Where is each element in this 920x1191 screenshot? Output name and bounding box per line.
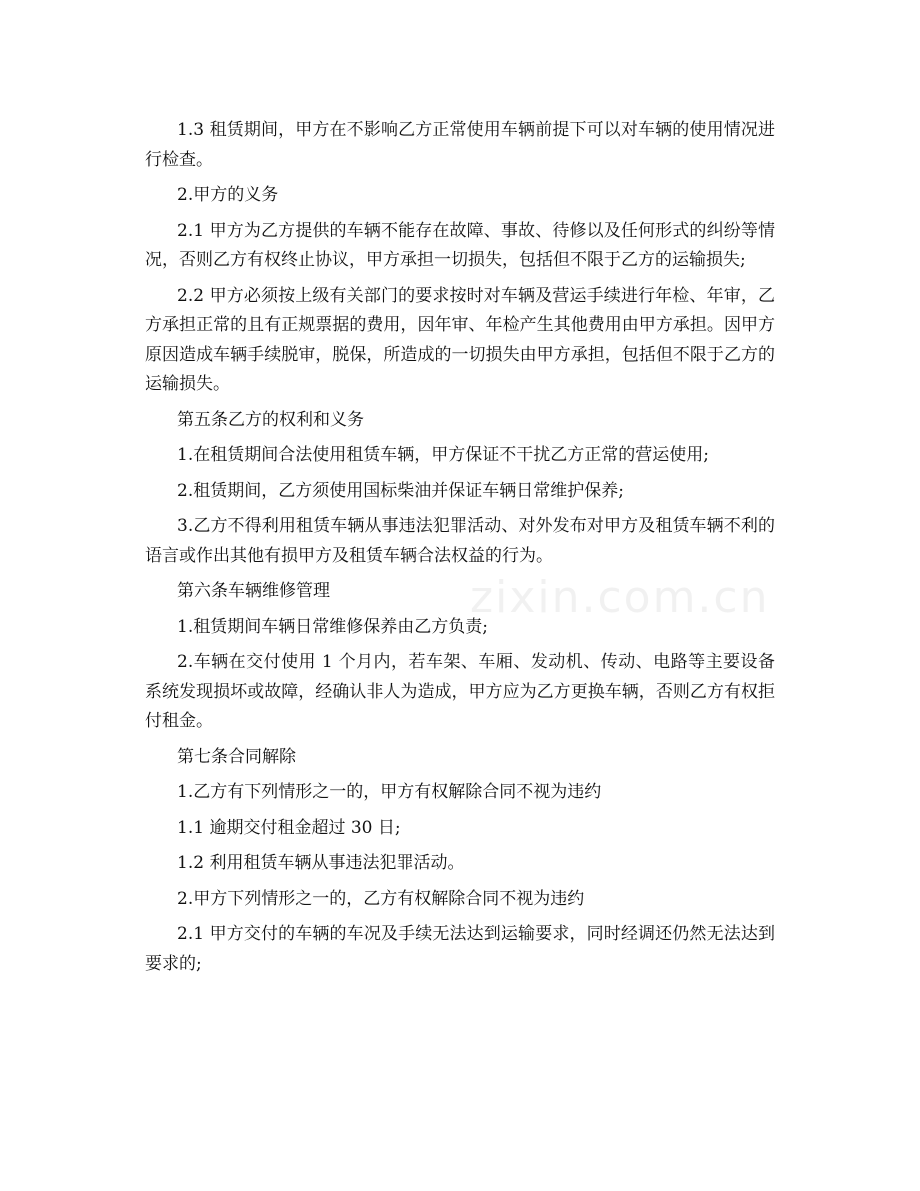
watermark-text: zixin.com.cn [470, 572, 770, 623]
paragraph-7-1-2-illegal-use: 1.2 利用租赁车辆从事违法犯罪活动。 [177, 853, 465, 873]
paragraph-7-2-party-a-termination: 2.甲方下列情形之一的，乙方有权解除合同不视为违约 [177, 888, 585, 909]
paragraph-7-1-party-b-termination: 1.乙方有下列情形之一的，甲方有权解除合同不视为违约 [177, 782, 602, 802]
heading-article-6: 第六条车辆维修管理 [177, 581, 330, 601]
paragraph-2-2-annual-inspection: 2.2 甲方必须按上级有关部门的要求按时对车辆及营运手续进行年检、年审，乙方承担正常的且有正规票据的费用，因年审、年检产生其他费用由甲方承担。因甲方原因造成车辆手续脱审，脱保，所造成的一切损失由甲方承担，包括但不限于乙方的运输损失。 [145, 285, 775, 394]
paragraph-6-1-daily-maintenance: 1.租赁期间车辆日常维修保养由乙方负责; [177, 616, 488, 637]
heading-article-7: 第七条合同解除 [177, 746, 296, 767]
heading-party-a-obligations: 2.甲方的义务 [177, 185, 279, 205]
paragraph-1-3-inspection: 1.3 租赁期间，甲方在不影响乙方正常使用车辆前提下可以对车辆的使用情况进行检查。 [145, 120, 775, 170]
paragraph-7-2-1-vehicle-requirements: 2.1 甲方交付的车辆的车况及手续无法达到运输要求，同时经调还仍然无法达到要求的; [145, 924, 775, 974]
document-body [145, 116, 775, 985]
paragraph-7-1-1-overdue-rent: 1.1 逾期交付租金超过 30 日; [177, 817, 401, 838]
paragraph-5-2-diesel-maintenance: 2.租赁期间，乙方须使用国标柴油并保证车辆日常维护保养; [177, 480, 624, 501]
heading-article-5: 第五条乙方的权利和义务 [177, 409, 364, 430]
paragraph-5-3-prohibitions: 3.乙方不得利用租赁车辆从事违法犯罪活动、对外发布对甲方及租赁车辆不利的语言或作出其他有损甲方及租赁车辆合法权益的行为。 [145, 516, 775, 566]
paragraph-2-1-vehicle-condition: 2.1 甲方为乙方提供的车辆不能存在故障、事故、待修以及任何形式的纠纷等情况，否则乙方有权终止协议，甲方承担一切损失，包括但不限于乙方的运输损失; [145, 220, 775, 270]
paragraph-5-1-lawful-use: 1.在租赁期间合法使用租赁车辆，甲方保证不干扰乙方正常的营运使用; [177, 445, 709, 465]
paragraph-6-2-replacement: 2.车辆在交付使用 1 个月内，若车架、车厢、发动机、传动、电路等主要设备系统发现损坏或故障，经确认非人为造成，甲方应为乙方更换车辆，否则乙方有权拒付租金。 [145, 652, 775, 731]
